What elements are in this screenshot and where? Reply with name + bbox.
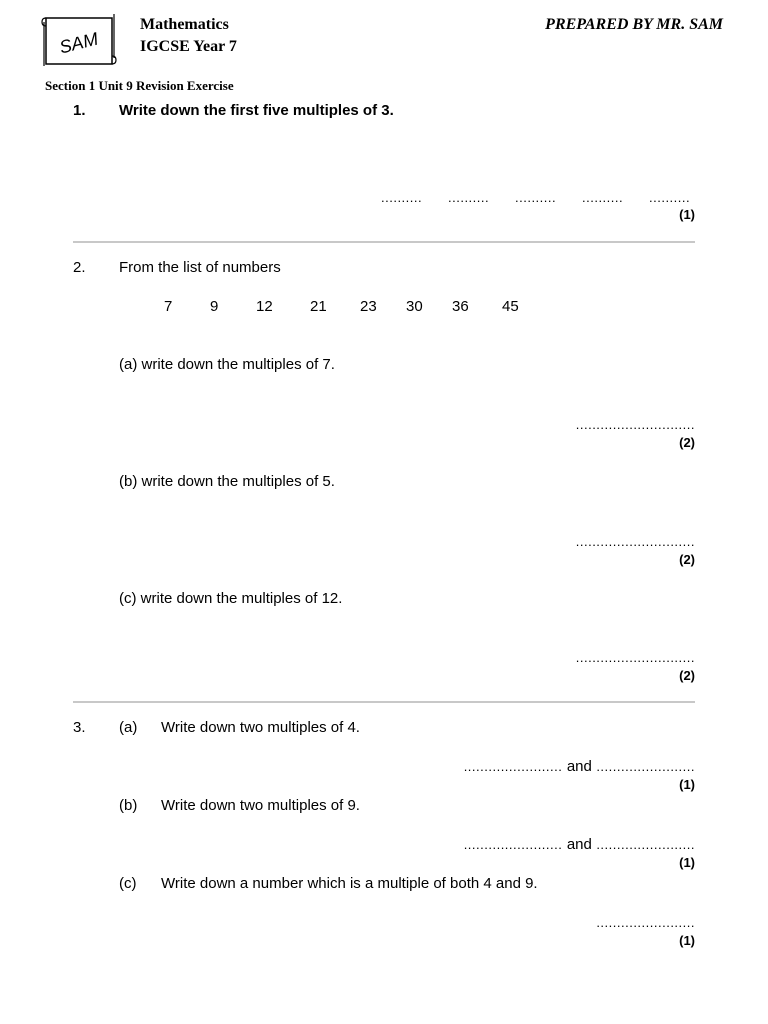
number-list-item: 36 [452, 298, 469, 315]
q1-blank-3[interactable]: .......... [515, 190, 557, 205]
sam-scroll-logo [40, 12, 120, 68]
q3b-answer-left[interactable]: ........................ [463, 837, 563, 852]
q1-text: Write down the first five multiples of 3. [119, 102, 394, 119]
q3b-marks: (1) [679, 855, 695, 870]
q3b-label: (b) [119, 797, 138, 814]
divider [73, 241, 695, 243]
number-list-item: 21 [310, 298, 327, 315]
q2c-answer[interactable]: ............................. [575, 650, 695, 665]
q3c-label: (c) [119, 875, 137, 892]
q1-blank-5[interactable]: .......... [649, 190, 691, 205]
q1-blank-2[interactable]: .......... [448, 190, 490, 205]
and-label: and [566, 836, 592, 853]
q2-text: From the list of numbers [119, 259, 281, 276]
q3c-marks: (1) [679, 933, 695, 948]
number-list-item: 12 [256, 298, 273, 315]
q1-marks: (1) [679, 207, 695, 222]
q3a-answer-line [464, 758, 695, 776]
q2c-text: (c) write down the multiples of 12. [119, 590, 343, 607]
q1-blank-4[interactable]: .......... [582, 190, 624, 205]
q3a-answer-right[interactable]: ........................ [596, 759, 695, 774]
number-list-item: 23 [360, 298, 377, 315]
subject-title: Mathematics [140, 16, 229, 33]
q2-number: 2. [73, 259, 86, 276]
q1-number: 1. [73, 102, 86, 119]
q2c-marks: (2) [679, 668, 695, 683]
q3a-marks: (1) [679, 777, 695, 792]
q3a-answer-left[interactable]: ........................ [463, 759, 563, 774]
number-list-item: 9 [210, 298, 219, 315]
q2a-text: (a) write down the multiples of 7. [119, 356, 335, 373]
q2a-marks: (2) [679, 435, 695, 450]
number-list-item: 7 [164, 298, 173, 315]
year-level: IGCSE Year 7 [140, 38, 237, 55]
q3-number: 3. [73, 719, 86, 736]
q3b-text: Write down two multiples of 9. [161, 797, 360, 814]
logo-text: SAM [57, 28, 101, 58]
section-title: Section 1 Unit 9 Revision Exercise [45, 78, 234, 93]
q3c-answer[interactable]: ........................ [596, 915, 695, 930]
prepared-by: PREPARED BY MR. SAM [545, 16, 723, 33]
q3b-answer-line [464, 836, 695, 854]
number-list-item: 30 [406, 298, 423, 315]
q3a-text: Write down two multiples of 4. [161, 719, 360, 736]
q2b-text: (b) write down the multiples of 5. [119, 473, 335, 490]
and-label: and [566, 758, 592, 775]
q3b-answer-right[interactable]: ........................ [596, 837, 695, 852]
q2a-answer[interactable]: ............................. [575, 417, 695, 432]
q1-blank-1[interactable]: .......... [381, 190, 423, 205]
q2b-marks: (2) [679, 552, 695, 567]
q3a-label: (a) [119, 719, 138, 736]
q2b-answer[interactable]: ............................. [575, 534, 695, 549]
q3c-text: Write down a number which is a multiple of both 4 and 9. [161, 875, 538, 892]
divider [73, 701, 695, 703]
number-list-item: 45 [502, 298, 519, 315]
